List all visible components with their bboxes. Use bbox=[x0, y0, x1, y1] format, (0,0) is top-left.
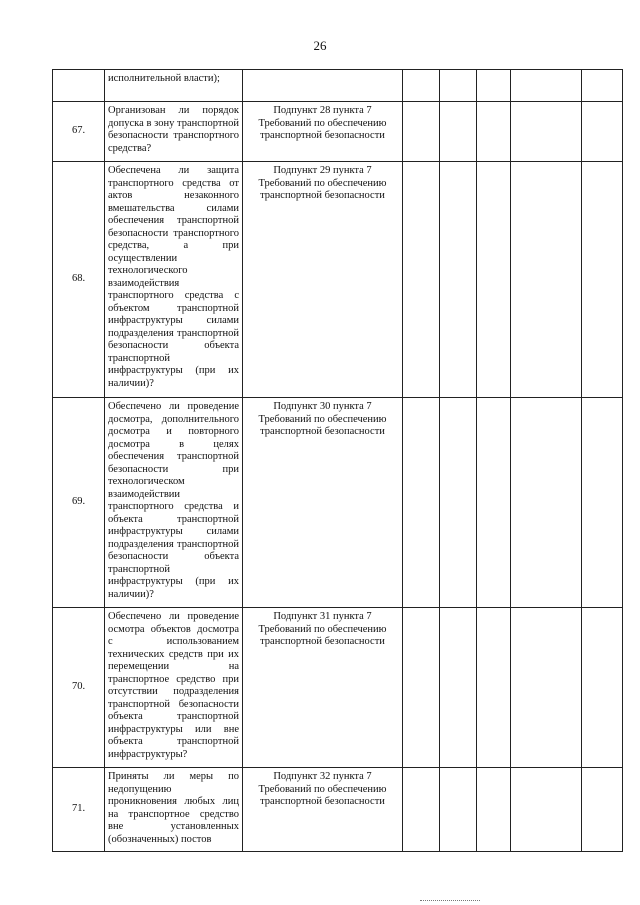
answer-cell bbox=[403, 70, 440, 102]
answer-cell bbox=[582, 102, 623, 162]
answer-cell bbox=[403, 102, 440, 162]
table-row bbox=[53, 398, 623, 608]
reference-cell: Подпункт 31 пункта 7 Требований по обеспечению транспортной безопасности bbox=[243, 608, 403, 768]
answer-cell bbox=[440, 102, 477, 162]
question-cell bbox=[105, 70, 243, 102]
answer-cell bbox=[477, 102, 511, 162]
answer-cell bbox=[477, 162, 511, 398]
answer-cell bbox=[582, 70, 623, 102]
row-number: 67. bbox=[53, 102, 105, 162]
answer-cell bbox=[511, 398, 582, 608]
table-row bbox=[53, 102, 623, 162]
table-row bbox=[53, 162, 623, 398]
question-text: Обеспечено ли проведение осмотра объектов досмотра с использованием технических средств при их перемещении на транспортное средство при отсутствии подразделения транспортной безопасности объекта транспортной инфраструктуры или вне объекта транспортной инфраструктуры? bbox=[108, 611, 239, 760]
answer-cell bbox=[403, 162, 440, 398]
reference-cell: Подпункт 30 пункта 7 Требований по обеспечению транспортной безопасности bbox=[243, 398, 403, 608]
table-row bbox=[53, 70, 623, 102]
answer-cell bbox=[511, 608, 582, 768]
question-text: исполнительной власти); bbox=[108, 73, 220, 84]
reference-cell: Подпункт 32 пункта 7 Требований по обеспечению транспортной безопасности bbox=[243, 768, 403, 852]
answer-cell bbox=[477, 608, 511, 768]
answer-cell bbox=[477, 398, 511, 608]
answer-cell bbox=[582, 162, 623, 398]
answer-cell bbox=[582, 608, 623, 768]
answer-cell bbox=[440, 608, 477, 768]
page-footer-mark bbox=[420, 900, 480, 902]
question-cell bbox=[105, 608, 243, 768]
question-text: Организован ли порядок допуска в зону транспортной безопасности транспортного средства? bbox=[108, 105, 239, 154]
question-cell bbox=[105, 398, 243, 608]
answer-cell bbox=[440, 398, 477, 608]
question-cell bbox=[105, 102, 243, 162]
table-row bbox=[53, 768, 623, 852]
answer-cell bbox=[403, 768, 440, 852]
answer-cell bbox=[511, 102, 582, 162]
answer-cell bbox=[477, 70, 511, 102]
answer-cell bbox=[440, 162, 477, 398]
question-text: Обеспечена ли защита транспортного средства от актов незаконного вмешательства силами обеспечения транспортной безопасности транспортного средства, а при осуществлении технологического взаимодействия транспортного средства с объектом транспортной инфраструктуры силами подразделения транспортной безопасности объекта транспортной инфраструктуры (при их наличии)? bbox=[108, 165, 239, 389]
reference-cell: Подпункт 29 пункта 7 Требований по обеспечению транспортной безопасности bbox=[243, 162, 403, 398]
answer-cell bbox=[403, 398, 440, 608]
row-number bbox=[53, 70, 105, 102]
answer-cell bbox=[582, 398, 623, 608]
question-cell bbox=[105, 768, 243, 852]
answer-cell bbox=[511, 162, 582, 398]
answer-cell bbox=[403, 608, 440, 768]
answer-cell bbox=[511, 768, 582, 852]
answer-cell bbox=[582, 768, 623, 852]
question-text: Приняты ли меры по недопущению проникновения любых лиц на транспортное средство вне установленных (обозначенных) постов bbox=[108, 771, 239, 845]
row-number: 71. bbox=[53, 768, 105, 852]
row-number: 69. bbox=[53, 398, 105, 608]
row-number: 68. bbox=[53, 162, 105, 398]
table-row bbox=[53, 608, 623, 768]
answer-cell bbox=[440, 70, 477, 102]
answer-cell bbox=[440, 768, 477, 852]
answer-cell bbox=[477, 768, 511, 852]
question-cell bbox=[105, 162, 243, 398]
answer-cell bbox=[511, 70, 582, 102]
question-text: Обеспечено ли проведение досмотра, дополнительного досмотра и повторного досмотра в целях обеспечения транспортной безопасности при технологическом взаимодействии транспортного средства и объекта транспортной инфраструктуры силами подразделения транспортной безопасности объекта транспортной инфраструктуры (при их наличии)? bbox=[108, 401, 239, 600]
reference-cell bbox=[243, 70, 403, 102]
row-number: 70. bbox=[53, 608, 105, 768]
reference-cell: Подпункт 28 пункта 7 Требований по обеспечению транспортной безопасности bbox=[243, 102, 403, 162]
checklist-table bbox=[52, 69, 623, 852]
page-number: 26 bbox=[313, 38, 327, 53]
